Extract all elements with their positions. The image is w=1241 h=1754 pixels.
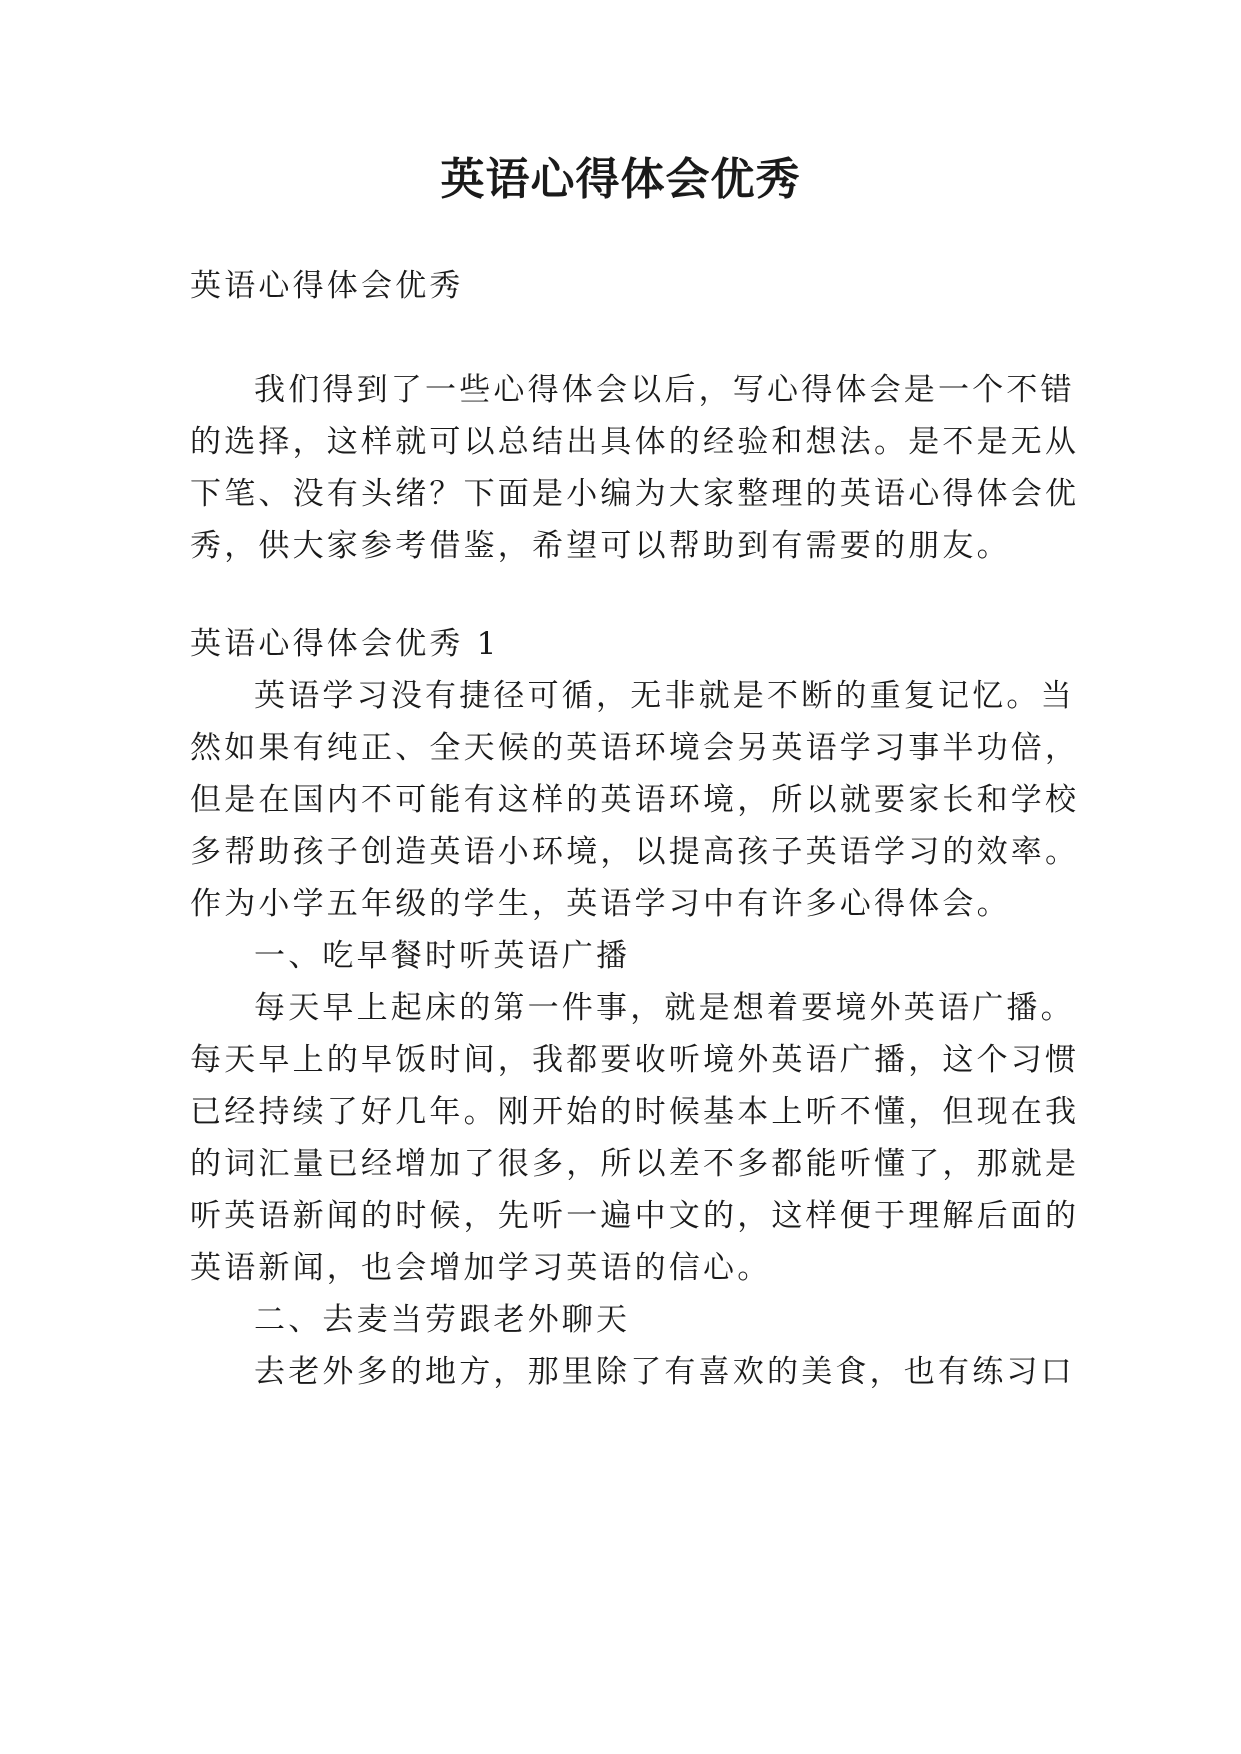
body-paragraph-line: 去老外多的地方，那里除了有喜欢的美食，也有练习口 (254, 1354, 1075, 1390)
subsection-heading: 二、去麦当劳跟老外聊天 (254, 1302, 631, 1338)
body-paragraph-line: 作为小学五年级的学生，英语学习中有许多心得体会。 (190, 886, 1011, 922)
body-paragraph-line: 已经持续了好几年。刚开始的时候基本上听不懂，但现在我 (190, 1094, 1080, 1130)
document-subtitle: 英语心得体会优秀 (190, 268, 464, 304)
body-paragraph-line: 的词汇量已经增加了很多，所以差不多都能听懂了，那就是 (190, 1146, 1080, 1182)
section-heading: 英语心得体会优秀 1 (190, 626, 500, 662)
body-paragraph-line: 每天早上起床的第一件事，就是想着要境外英语广播。 (254, 990, 1075, 1026)
intro-paragraph-line: 秀，供大家参考借鉴，希望可以帮助到有需要的朋友。 (190, 528, 1011, 564)
subsection-heading: 一、吃早餐时听英语广播 (254, 938, 631, 974)
body-paragraph-line: 英语新闻，也会增加学习英语的信心。 (190, 1250, 772, 1286)
body-paragraph-line: 听英语新闻的时候，先听一遍中文的，这样便于理解后面的 (190, 1198, 1080, 1234)
intro-paragraph-line: 下笔、没有头绪？下面是小编为大家整理的英语心得体会优 (190, 476, 1080, 512)
body-paragraph-line: 多帮助孩子创造英语小环境，以提高孩子英语学习的效率。 (190, 834, 1080, 870)
body-paragraph-line: 每天早上的早饭时间，我都要收听境外英语广播，这个习惯 (190, 1042, 1080, 1078)
body-paragraph-line: 英语学习没有捷径可循，无非就是不断的重复记忆。当 (254, 678, 1075, 714)
body-paragraph-line: 然如果有纯正、全天候的英语环境会另英语学习事半功倍， (190, 730, 1080, 766)
document-title: 英语心得体会优秀 (440, 154, 801, 205)
intro-paragraph-line: 的选择，这样就可以总结出具体的经验和想法。是不是无从 (190, 424, 1080, 460)
intro-paragraph-line: 我们得到了一些心得体会以后，写心得体会是一个不错 (254, 372, 1075, 408)
body-paragraph-line: 但是在国内不可能有这样的英语环境，所以就要家长和学校 (190, 782, 1080, 818)
